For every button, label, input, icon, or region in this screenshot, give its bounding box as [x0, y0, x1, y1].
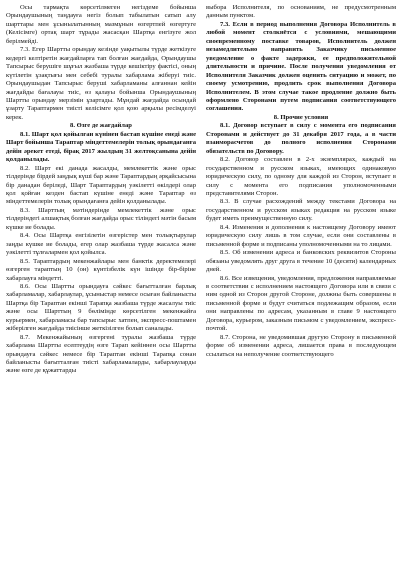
- paragraph-8-1: 8.1. Шарт қол қойылған күнінен бастап күшіне енеді және Шарт бойынша Тараптар міндеттемелерін толық орындағанға дейін әрекет етеді, бірақ 2017 жылдың 31 желтоқсанына дейін қолданылады.: [6, 130, 196, 164]
- paragraph-8-6: 8.6. Все извещения, уведомления, предложения направляемые в соответствии с исполнением настоящего Договора или в связи с ним одной из Сторон другой Стороне, должны быть совершены в письменной форме и будут считаться подлежащим образом, если они направлены по адресам, указанным в главе 9 настоящего Договора, курьером, заказным письмом с уведомлением, экспресс-почтой.: [206, 274, 396, 333]
- section-8-heading: 8. Прочие условия: [273, 113, 329, 121]
- paragraph-8-5: 8.5. Тараптардың мекенжайлары мен банктік деректемелері өзгерген тараптың 10 (он) күнтізбелік күн ішінде бір-біріне хабарлауға міндетті.: [6, 257, 196, 282]
- paragraph-7-2-end: Осы тармақта көрсетілмеген негіздеме бойынша Орындаушының таңдауға негіз болып табылатын сатып алу шарттары мен ұсынылатынның мазмұнын өзгертпей өзгертуге (Келісімге) ортақ шарт тұрады жасасқан Шартқа енгізуге жол берілмейді.: [6, 4, 196, 45]
- russian-column: [206, 4, 396, 557]
- paragraph-8-2: 8.2. Шарт екі данада жасалды, мемлекеттік және орыс тілдерінде бірдей заңдық күші бар және Тараптардың әрқайсысына бір данадан беріледі, Шарт Тараптардың уәкілетті өкілдері олар қол қойған кезден бастап күшіне енеді және Тараптар өз міндеттемелерін толық орындағанға дейін қолданылады.: [6, 164, 196, 206]
- kazakh-column: [6, 4, 196, 557]
- paragraph-8-4: 8.4. Изменения и дополнения к настоящему Договору имеют юридическую силу лишь в том случае, если они составлены в письменной форме и подписаны уполномоченными на то лицами.: [206, 223, 396, 248]
- paragraph-8-7: 8.7. Сторона, не уведомившая другую Сторону в письменной форме об изменении адреса, лишается права в последующем ссылаться на неполучение соответствующего: [206, 333, 396, 358]
- paragraph-7-2-end: выбора Исполнителя, по основаниям, не предусмотренным данным пунктом.: [206, 4, 396, 20]
- paragraph-8-5: 8.5. Об изменении адреса и банковских реквизитов Стороны обязаны уведомлять друг друга в течение 10 (десяти) календарных дней.: [206, 249, 396, 274]
- paragraph-8-3: 8.3. В случае расхождений между текстами Договора на государственном и русском языках редакция на русском языке будет иметь преимущественную силу.: [206, 198, 396, 223]
- paragraph-8-7: 8.7. Мекенжайының өзгергені туралы жазбаша түрде хабарлама Шартты есептеудің өзге Тарап кейіннен осы Шартты орындауға сәйкес немесе бір Тараптан екінші Тарапқа сонан байланысты бағытталған тиісті хабарламаларды, хабарлауларды және өзге де құжаттарды: [6, 333, 196, 375]
- paragraph-7-3: 7.3. Егер Шартты орындау кезінде уақытылы түрде жеткізуге кедергі келтіретін жағдайларға тап болған жағдайда, Орындаушы Тапсырыс берушіге шұғыл жазбаша түрде кешіктіру фактісі, оның күтілетін ұзақтығы мен себебі туралы хабарлама жіберуі тиіс. Орындаушыдан Тапсырыс беруші хабарламаны алғаннан кейін жағдайды бағалауы тиіс, өз қалауы бойынша Орындаушының Шартты орындау мерзімін ұзартады. Мұндай жағдайда осындай ұзарту Тараптармен тиісті келісімге қол қою арқылы ресімделуі керек.: [6, 46, 196, 121]
- paragraph-8-4: 8.4. Осы Шартқа енгізілетін өзгерістер мен толықтырулар заңды күшке ие болады, егер олар жазбаша түрде жасалса және уәкілетті тұлғалармен қол қойылса.: [6, 232, 196, 257]
- paragraph-8-1: 8.1. Договор вступает в силу с момента его подписания Сторонами и действует до 31 декабря 2017 года, а в части взаиморасчетов до полного исполнения Сторонами обязательств по Договору.: [206, 122, 396, 155]
- paragraph-8-6: 8.6. Осы Шартты орындауға сәйкес бағытталған барлық хабарламалар, хабарлаулар, ұсыныстар немесе осыған байланысты Шартқа бір Тараптан екінші Тарапқа жазбаша түрде жасалуы тиіс және осы Шарттың 9 бөлімінде көрсетілген мекенжайға курьермен, хабарламасы бар тапсырыс хатпен, экспресс-поштамен жіберілген жағдайда тиісінше жеткізілген болып саналады.: [6, 282, 196, 333]
- paragraph-8-2: 8.2. Договор составлен в 2-х экземплярах, каждый на государственном и русском языках, имеющих одинаковую юридическую силу, по одному для каждой из Сторон, вступает в силу с момента его подписания уполномоченными представителями Сторон.: [206, 156, 396, 197]
- section-8-heading: 8. Өзге де жағдайлар: [70, 122, 132, 130]
- paragraph-8-3: 8.3. Шарттың мәтіндерінде мемлекеттік және орыс тілдеріндегі алшақтық болған жағдайда орыс тіліндегі мәтін басым күшке ие болады.: [6, 206, 196, 231]
- paragraph-7-3: 7.3. Если в период выполнения Договора Исполнитель в любой момент столкнётся с условиями, мешающими своевременному поставке товаров, Исполнитель должен незамедлительно направить Заказчику письменное уведомление о факте задержки, ее предположительной длительности и причине. После получения уведомления от Исполнителя Заказчик должен оценить ситуацию и может, по своему усмотрению, продлить срок выполнения Договора Исполнителем. В этом случае такое продление должно быть оформлено Сторонами путем подписания соответствующего соглашения.: [206, 20, 396, 113]
